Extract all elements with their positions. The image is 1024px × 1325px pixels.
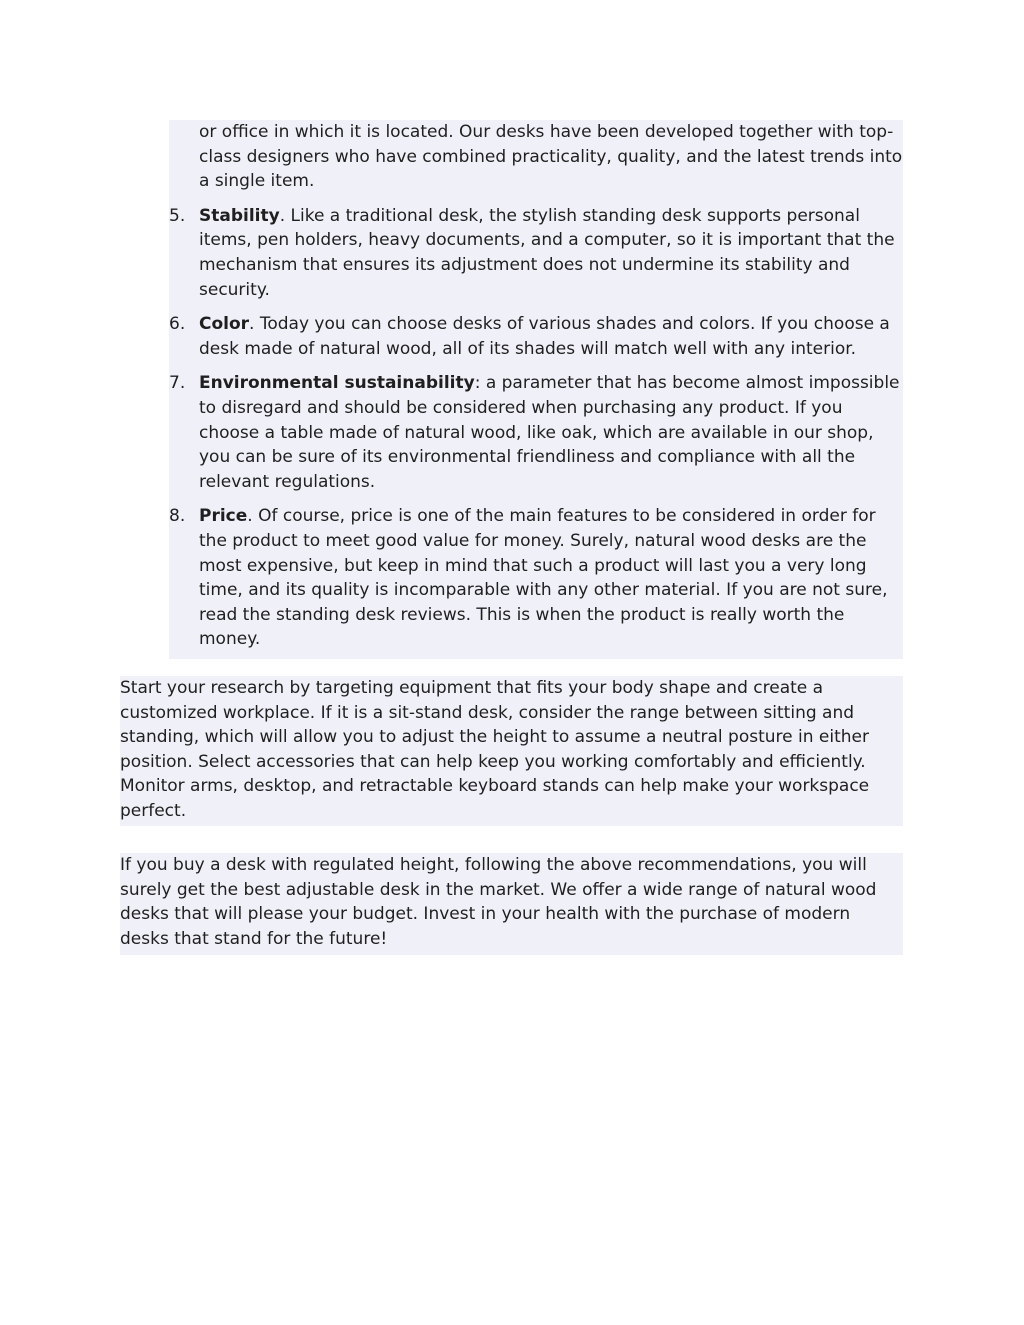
numbered-list: [169, 120, 903, 652]
list-item: [169, 204, 903, 302]
list-item-number: 6.: [169, 314, 186, 335]
body-paragraph-text: If you buy a desk with regulated height, following the above recommendations, you will surely get the best adjustable desk in the market. We offer a wide range of natural wood desks that will please your budget. Invest in your health with the purchase of modern desks that stand for the future!: [120, 855, 877, 949]
list-item-title: Price: [199, 506, 248, 527]
list-item: [169, 371, 903, 494]
list-item-title: Color: [199, 314, 250, 335]
list-item: [169, 312, 903, 361]
list-item-number: 8.: [169, 506, 186, 527]
list-item-text: . Today you can choose desks of various shades and colors. If you choose a desk made of natural wood, all of its shades will match well with any interior.: [199, 314, 890, 359]
list-item-number: 7.: [169, 373, 186, 394]
body-paragraph: [120, 676, 903, 826]
list-item: [169, 504, 903, 652]
list-item-number: 5.: [169, 205, 186, 226]
list-item-title: Stability: [199, 205, 280, 226]
numbered-list-section: [169, 120, 903, 659]
list-item-title: Environmental sustainability: [199, 373, 475, 394]
list-item-continuation: or office in which it is located. Our desks have been developed together with top-class designers who have combined practicality, quality, and the latest trends into a single item.: [199, 122, 903, 192]
body-paragraph-text: Start your research by targeting equipment that fits your body shape and create a customized workplace. If it is a sit-stand desk, consider the range between sitting and standing, which will allow you to adjust the height to assume a neutral posture in either position. Select accessories that can help keep you working comfortably and efficiently. Monitor arms, desktop, and retractable keyboard stands can help make your workspace perfect.: [120, 678, 870, 821]
list-item-text: . Like a traditional desk, the stylish standing desk supports personal items, pen holders, heavy documents, and a computer, so it is important that the mechanism that ensures its adjustment does not undermine its stability and security.: [199, 205, 895, 300]
body-paragraph: [120, 853, 903, 955]
list-item-text: . Of course, price is one of the main features to be considered in order for the product to meet good value for money. Surely, natural wood desks are the most expensive, but keep in mind that such a product will last you a very long time, and its quality is incomparable with any other material. If you are not sure, read the standing desk reviews. This is when the product is really worth the money.: [199, 506, 888, 650]
list-item-text: : a parameter that has become almost impossible to disregard and should be considered when purchasing any product. If you choose a table made of natural wood, like oak, which are available in our shop, you can be sure of its environmental friendliness and compliance with all the relevant regulations.: [199, 373, 900, 492]
